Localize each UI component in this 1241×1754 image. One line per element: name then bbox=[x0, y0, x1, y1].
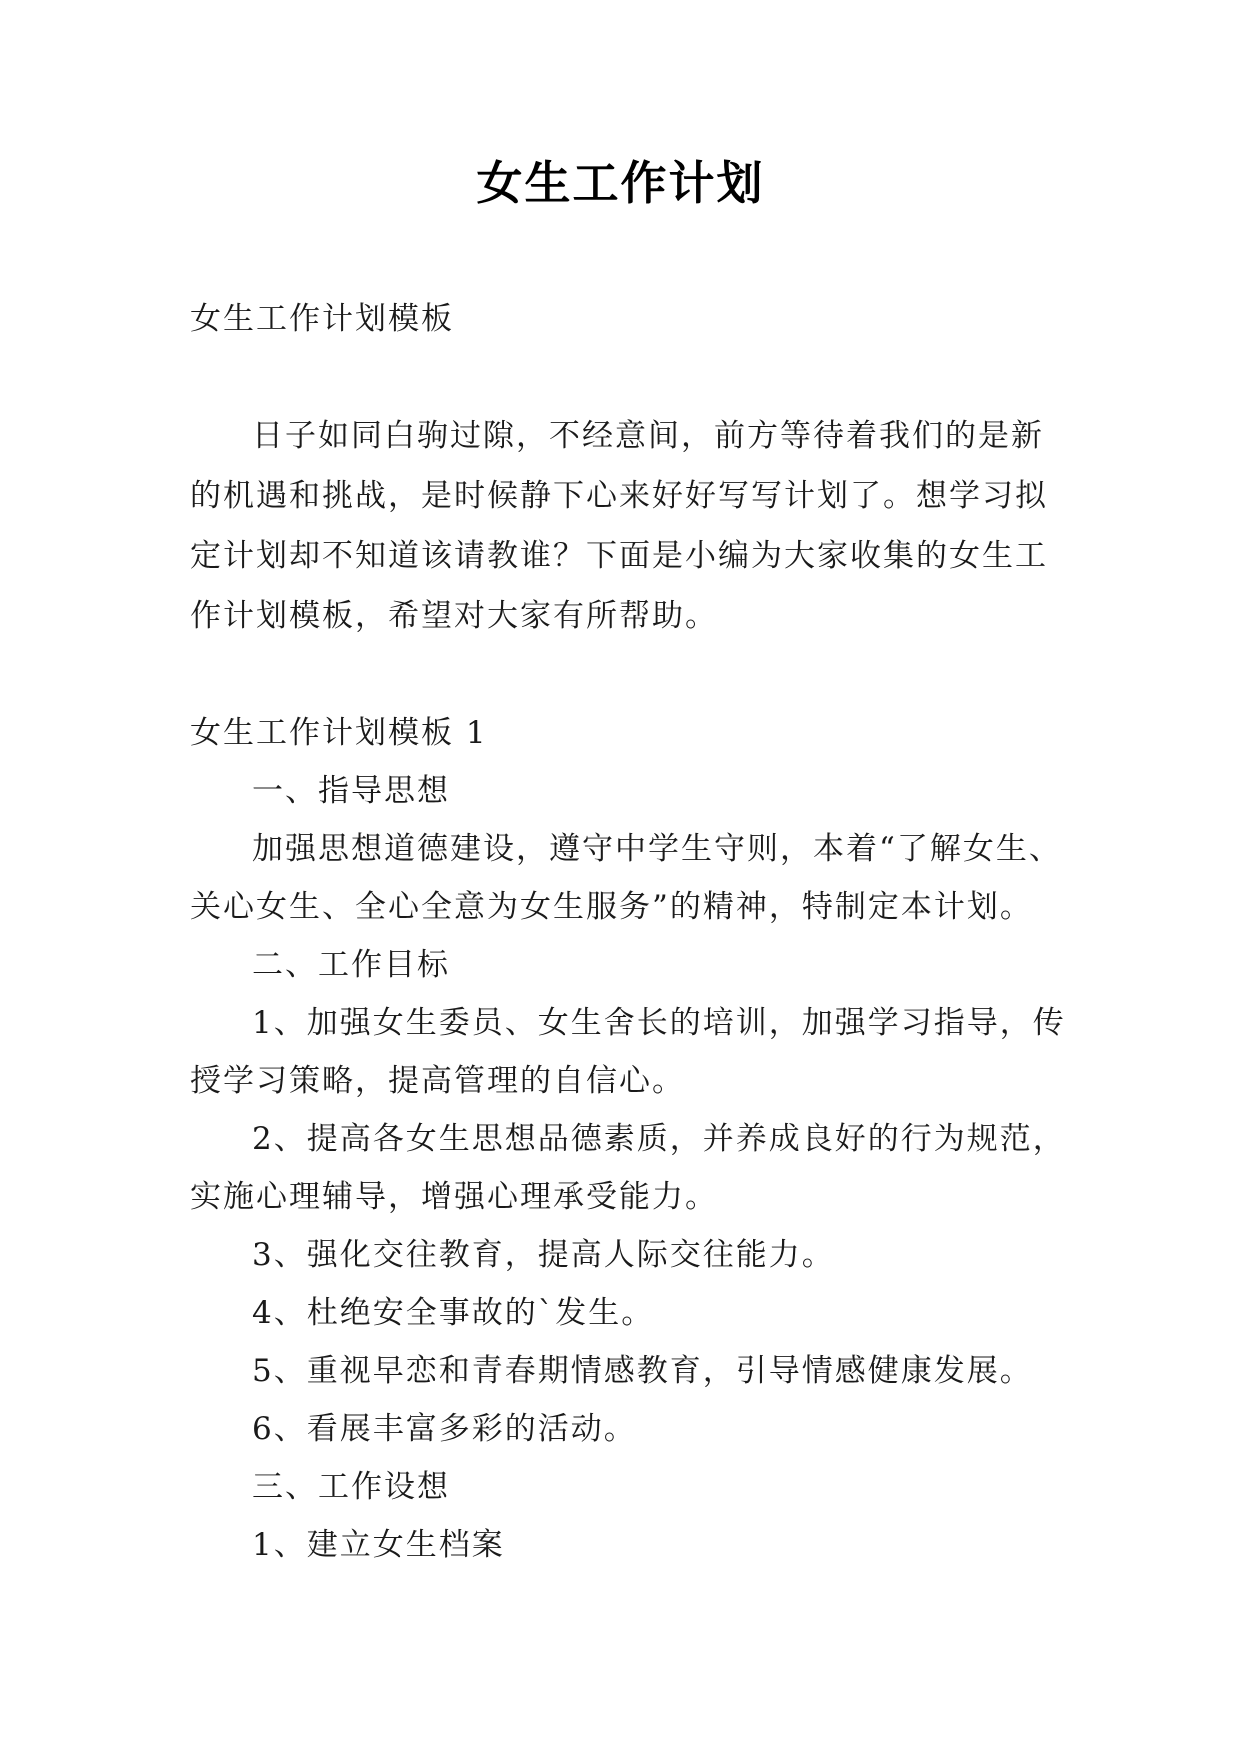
heading-work-ideas: 三、工作设想 bbox=[252, 1469, 450, 1505]
goal-item-4: 4、杜绝安全事故的`发生。 bbox=[252, 1295, 655, 1331]
heading-guiding-thought: 一、指导思想 bbox=[252, 773, 450, 809]
document-title: 女生工作计划 bbox=[476, 156, 765, 210]
goal-item-1: 1、加强女生委员、女生舍长的培训，加强学习指导，传授学习策略，提高管理的自信心。 bbox=[190, 1005, 1066, 1099]
intro-paragraph: 日子如同白驹过隙，不经意间，前方等待着我们的是新的机遇和挑战，是时候静下心来好好写写计划了。想学习拟定计划却不知道该请教谁？下面是小编为大家收集的女生工作计划模板，希望对大家有所帮助。 bbox=[190, 418, 1048, 634]
goal-item-3: 3、强化交往教育，提高人际交往能力。 bbox=[252, 1237, 835, 1273]
idea-item-1: 1、建立女生档案 bbox=[252, 1527, 505, 1563]
goal-item-5: 5、重视早恋和青春期情感教育，引导情感健康发展。 bbox=[252, 1353, 1033, 1389]
heading-work-goals: 二、工作目标 bbox=[252, 947, 450, 983]
goal-item-2: 2、提高各女生思想品德素质，并养成良好的行为规范，实施心理辅导，增强心理承受能力。 bbox=[190, 1121, 1066, 1215]
section-title: 女生工作计划模板 1 bbox=[190, 715, 488, 751]
document-body bbox=[190, 290, 1070, 1574]
goal-item-6: 6、看展丰富多彩的活动。 bbox=[252, 1411, 637, 1447]
paragraph-guiding-thought: 加强思想道德建设，遵守中学生守则，本着“了解女生、关心女生、全心全意为女生服务”的精神，特制定本计划。 bbox=[190, 831, 1062, 925]
document-subtitle: 女生工作计划模板 bbox=[190, 301, 454, 337]
